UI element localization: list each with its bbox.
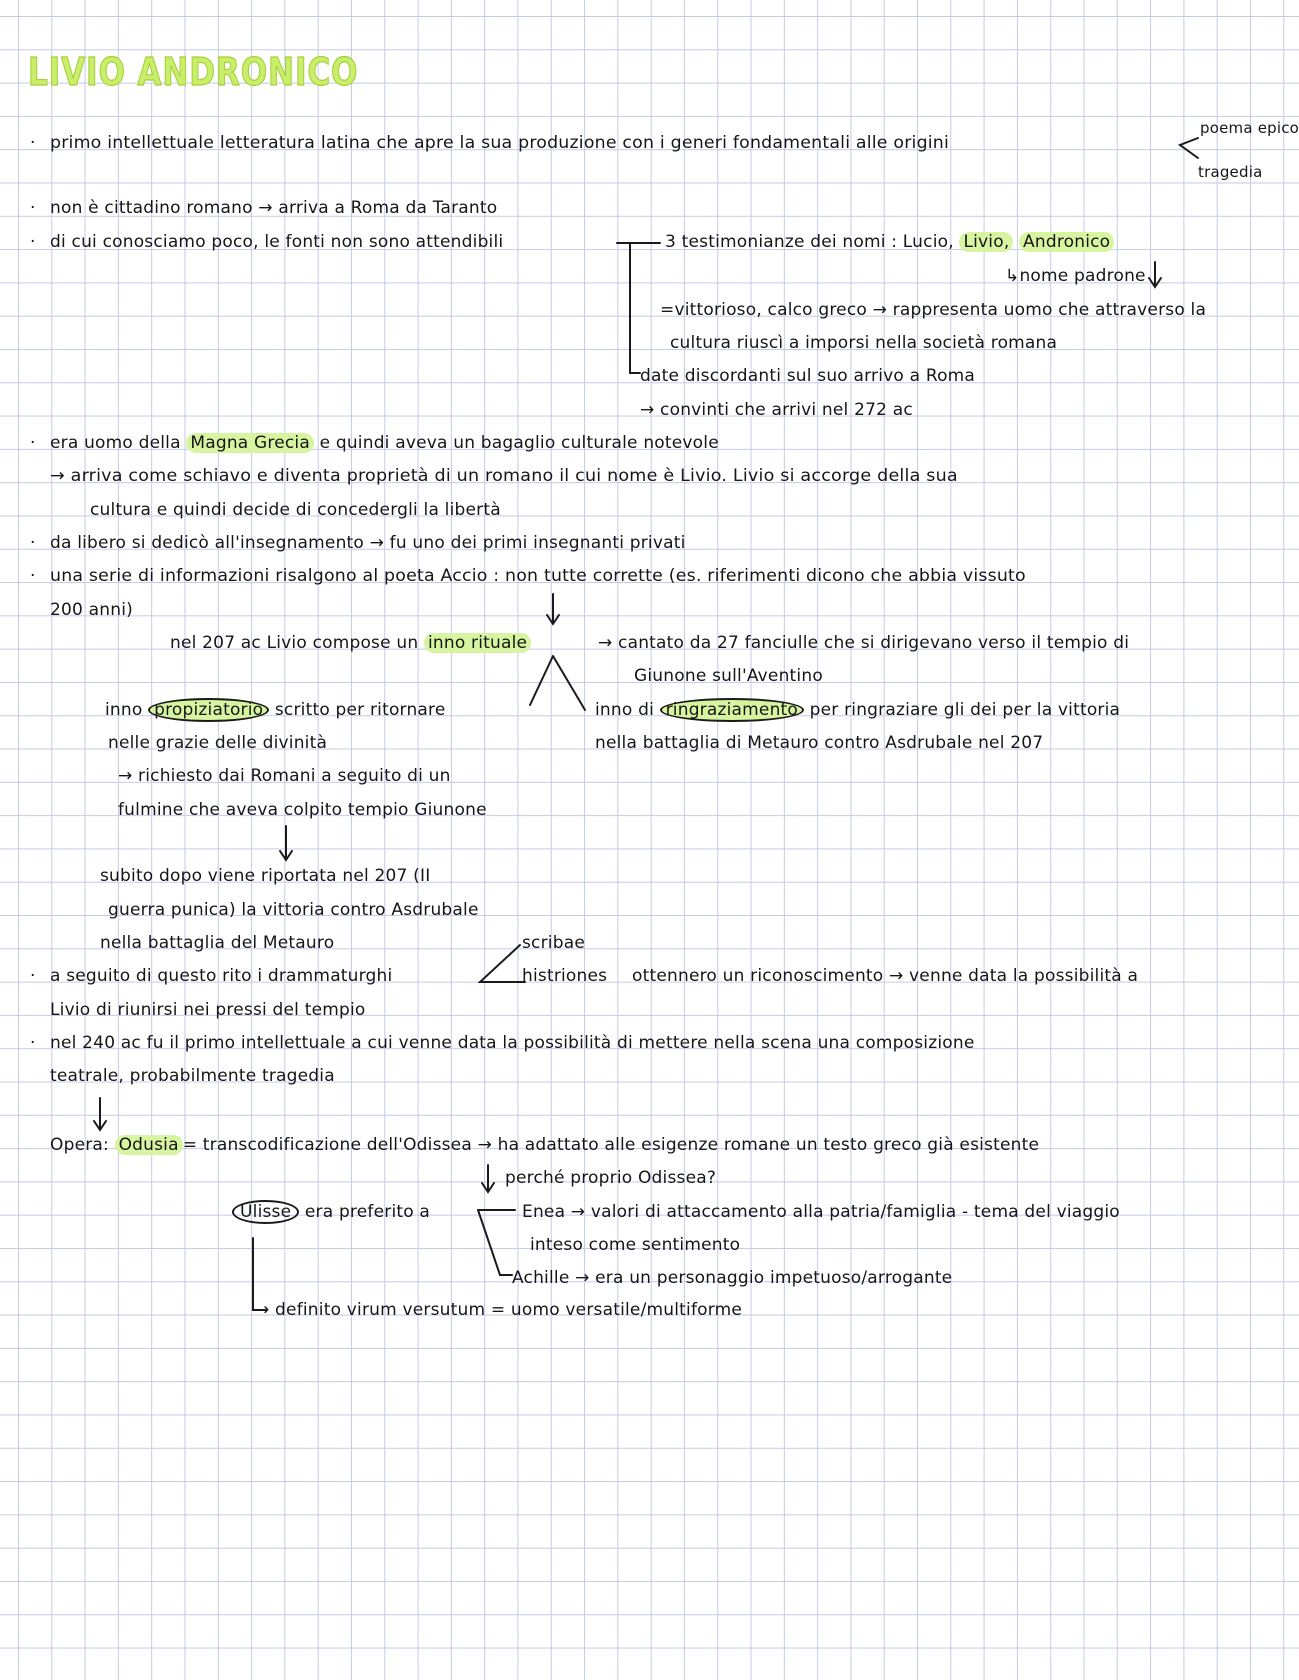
page-title: LIVIO ANDRONICO — [28, 50, 359, 94]
subito-arrow — [280, 826, 292, 860]
bullet: · — [30, 533, 36, 553]
enea-2: inteso come sentimento — [530, 1235, 741, 1255]
subito-2: guerra punica) la vittoria contro Asdrubale — [108, 900, 479, 920]
ulisse-line: Ulisse era preferito a — [232, 1202, 430, 1222]
enea-1: Enea → valori di attaccamento alla patria/famiglia - tema del viaggio — [522, 1202, 1120, 1222]
seguito-1: a seguito di questo rito i drammaturghi — [50, 966, 393, 986]
accio-1: una serie di informazioni risalgono al poeta Accio : non tutte corrette (es. riferimenti dicono che abbia vissuto — [50, 566, 1026, 586]
vittorioso-1: =vittorioso, calco greco → rappresenta uomo che attraverso la — [660, 300, 1207, 320]
vittorioso-2: cultura riuscì a imporsi nella società romana — [670, 333, 1058, 353]
schiavo-1: → arriva come schiavo e diventa proprietà di un romano il cui nome è Livio. Livio si accorge della sua — [50, 466, 958, 486]
histriones: histriones — [522, 966, 608, 986]
ringraziamento-1: inno di ringraziamento per ringraziare gli dei per la vittoria — [595, 700, 1121, 720]
schiavo-2: cultura e quindi decide di concedergli la libertà — [90, 500, 501, 520]
bullet: · — [30, 133, 36, 153]
nome-padrone: ↳nome padrone — [1005, 266, 1146, 286]
perche-odissea: perché proprio Odissea? — [505, 1168, 717, 1188]
odissea-arrow — [482, 1165, 494, 1192]
libero-line: da libero si dedicò all'insegnamento → fu uno dei primi insegnanti privati — [50, 533, 686, 553]
bullet: · — [30, 566, 36, 586]
branch-tragedia: tragedia — [1198, 163, 1263, 181]
testimonianze: 3 testimonianze dei nomi : Lucio, Livio, Andronico — [665, 232, 1114, 252]
magna-line: era uomo della Magna Grecia e quindi aveva un bagaglio culturale notevole — [50, 433, 719, 453]
seguito-2: Livio di riunirsi nei pressi del tempio — [50, 1000, 366, 1020]
bullet: · — [30, 433, 36, 453]
bullet: · — [30, 232, 36, 252]
date-2: → convinti che arrivi nel 272 ac — [640, 400, 913, 420]
date-1: date discordanti sul suo arrivo a Roma — [640, 366, 976, 386]
fonti-connector — [617, 243, 660, 373]
propiziatorio-3: → richiesto dai Romani a seguito di un — [118, 766, 451, 786]
opera-line: Opera: Odusia = transcodificazione dell'Odissea → ha adattato alle esigenze romane un testo greco già esistente — [50, 1135, 1040, 1155]
bullet: · — [30, 1033, 36, 1053]
ringraziamento-2: nella battaglia di Metauro contro Asdrubale nel 207 — [595, 733, 1044, 753]
opera-arrow — [94, 1098, 106, 1130]
bullet: · — [30, 966, 36, 986]
branch-poema: poema epico — [1200, 119, 1299, 137]
genre-bracket — [1180, 138, 1198, 158]
propiziatorio-1: inno propiziatorio scritto per ritornare — [105, 700, 446, 720]
propiziatorio-2: nelle grazie delle divinità — [108, 733, 328, 753]
cantato-1: → cantato da 27 fanciulle che si dirigevano verso il tempio di — [598, 633, 1130, 653]
preferito-fork — [478, 1210, 515, 1275]
fonti-line: di cui conosciamo poco, le fonti non sono attendibili — [50, 232, 504, 252]
intro-line: primo intellettuale letteratura latina che apre la sua produzione con i generi fondamentali alle origini — [50, 133, 950, 153]
propiziatorio-4: fulmine che aveva colpito tempio Giunone — [118, 800, 487, 820]
accio-arrow — [547, 594, 559, 624]
scribae: scribae — [522, 933, 585, 953]
scribae-fork — [480, 945, 525, 982]
achille: Achille → era un personaggio impetuoso/arrogante — [512, 1268, 953, 1288]
inno-split — [530, 656, 585, 710]
cittadino-line: non è cittadino romano → arriva a Roma da Taranto — [50, 198, 498, 218]
ottennero: ottennero un riconoscimento → venne data la possibilità a — [632, 966, 1139, 986]
nome-padrone-arrow — [1149, 262, 1161, 287]
subito-1: subito dopo viene riportata nel 207 (II — [100, 866, 431, 886]
nel240-1: nel 240 ac fu il primo intellettuale a cui venne data la possibilità di mettere nella scena una composizione — [50, 1033, 975, 1053]
bullet: · — [30, 198, 36, 218]
accio-2: 200 anni) — [50, 600, 133, 620]
definito: → definito virum versutum = uomo versatile/multiforme — [255, 1300, 743, 1320]
nel240-2: teatrale, probabilmente tragedia — [50, 1066, 335, 1086]
cantato-2: Giunone sull'Aventino — [634, 666, 823, 686]
subito-3: nella battaglia del Metauro — [100, 933, 335, 953]
inno-line: nel 207 ac Livio compose un inno rituale — [170, 633, 531, 653]
